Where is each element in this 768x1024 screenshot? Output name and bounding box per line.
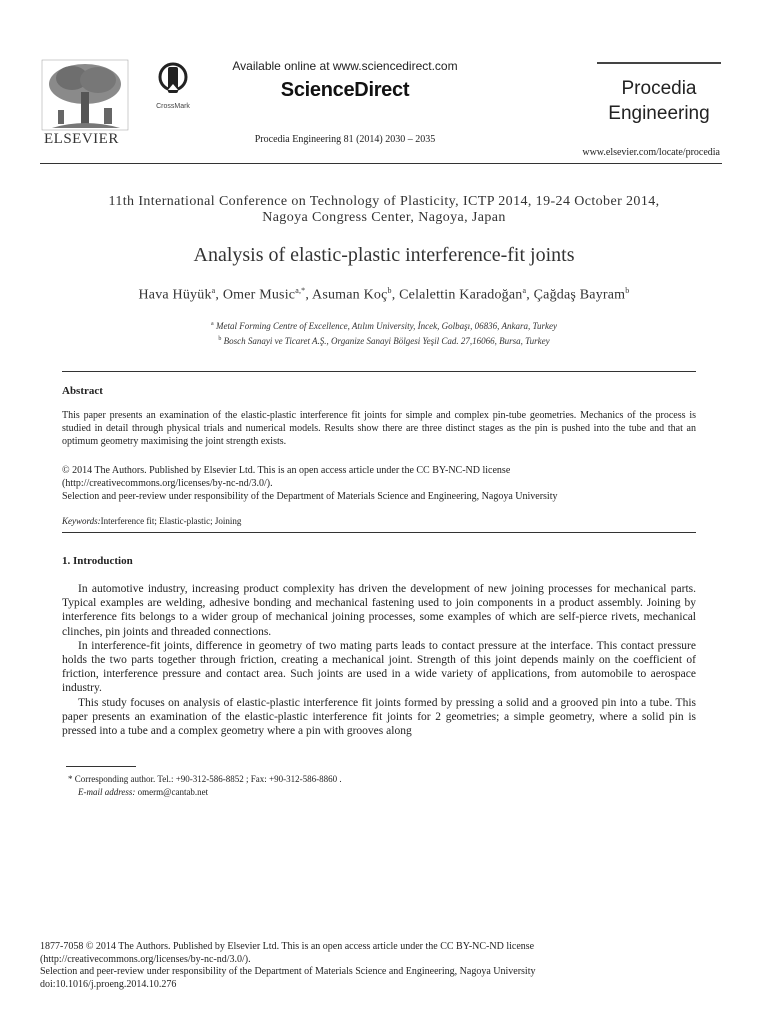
- author-affiliation-mark: b: [387, 286, 392, 295]
- author-name: Çağdaş Bayram: [533, 287, 626, 303]
- affiliation-text: Metal Forming Centre of Excellence, Atılım University, İncek, Golbaşı, 06836, Ankara, Turkey: [215, 321, 557, 331]
- affiliation-item: [40, 318, 728, 333]
- abstract-license: [62, 464, 696, 503]
- section-heading-introduction: 1. Introduction: [62, 555, 133, 567]
- paragraph: In automotive industry, increasing product complexity has driven the development of new joining processes for mechanical parts. Typical examples are welding, adhesive bonding and mechanical fastening used to join components in a product assembly. Joining by interference fits belongs to a wider group of mechanical joining processes, some examples of which are self-pierce rivets, mechanical clinches, pin joints and threaded connections.: [62, 583, 696, 638]
- publisher-name: ELSEVIER: [44, 131, 119, 147]
- paper-title: Analysis of elastic-plastic interference-fit joints: [193, 244, 575, 266]
- journal-url[interactable]: www.elsevier.com/locate/procedia: [582, 147, 720, 158]
- license-line1: © 2014 The Authors. Published by Elsevier Ltd. This is an open access article under the CC BY-NC-ND license: [62, 465, 511, 476]
- abstract-heading: Abstract: [62, 385, 103, 397]
- crossmark-icon: [158, 62, 188, 96]
- license-line3: Selection and peer-review under responsibility of the Department of Materials Science and Engineering, Nagoya University: [62, 491, 558, 502]
- email-line: [62, 786, 696, 799]
- conference-line2: Nagoya Congress Center, Nagoya, Japan: [262, 210, 506, 225]
- paragraph: In interference-fit joints, difference in geometry of two mating parts leads to contact pressure at the interface. This contact pressure holds the two parts together through friction, creating a mechanical joint. Strength of this joint depends mainly on the coefficient of friction, interference pressure and contact area. Such joints are used in a wide variety of applications, from automobile to aerospace industry.: [62, 639, 696, 695]
- abstract-bottom-divider: [62, 532, 696, 533]
- email-label: E-mail address:: [78, 787, 136, 797]
- keywords-text: Interference fit; Elastic-plastic; Joining: [100, 516, 242, 526]
- footnote-divider: [66, 766, 136, 767]
- page-footer: [40, 941, 728, 991]
- footnote: [62, 773, 696, 799]
- author-separator: ,: [215, 287, 223, 303]
- author-name: Asuman Koç: [312, 287, 388, 303]
- author-name: Omer Music: [222, 287, 296, 303]
- header-divider: [40, 163, 722, 164]
- abstract-top-divider: [62, 371, 696, 372]
- author-affiliation-mark: b: [625, 286, 630, 295]
- license-link[interactable]: (http://creativecommons.org/licenses/by-nc-nd/3.0/).: [62, 478, 273, 489]
- corresponding-author: * Corresponding author. Tel.: +90-312-586-8852 ; Fax: +90-312-586-8860 .: [68, 774, 342, 784]
- conference-line1: 11th International Conference on Technology of Plasticity, ICTP 2014, 19-24 October 2014,: [108, 194, 660, 209]
- paragraph: This study focuses on analysis of elastic-plastic interference fit joints formed by pressing a solid and a grooved pin into a tube. This paper presents an examination of the elastic-plastic interference fit joints for 2 geometries; a simple geometry, where a solid pin is pressed into a tube and a complex geometry where a pin with grooves along: [62, 696, 696, 738]
- affiliations: [40, 318, 728, 348]
- footer-doi[interactable]: doi:10.1016/j.proeng.2014.10.276: [40, 978, 177, 990]
- affiliation-mark: b: [218, 336, 222, 342]
- author-affiliation-mark: a: [211, 286, 216, 295]
- crossmark-label: CrossMark: [156, 103, 190, 110]
- sciencedirect-logo: ScienceDirect: [280, 79, 410, 101]
- journal-name-line1: Procedia: [621, 78, 697, 99]
- introduction-body: [62, 582, 696, 738]
- abstract-text: This paper presents an examination of the elastic-plastic interference fit joints for simple and complex pin-tube geometries. Mechanics of the process is studied in detail through physical trials and numerical models. Results show there are three distinct stages as the pin is pushed into the tube and that an optimum geometry maximising the joint strength exists.: [62, 410, 696, 447]
- available-online[interactable]: Available online at www.sciencedirect.com: [232, 59, 458, 73]
- journal-name: [597, 76, 721, 126]
- footer-issn-license: 1877-7058 © 2014 The Authors. Published by Elsevier Ltd. This is an open access article under the CC BY-NC-ND license: [40, 941, 535, 952]
- author-list: [40, 286, 728, 304]
- author-affiliation-mark: a: [522, 286, 527, 295]
- journal-name-line2: Engineering: [608, 103, 710, 124]
- crossmark-badge[interactable]: [150, 62, 196, 110]
- keywords-label: Keywords:: [62, 516, 101, 526]
- email-address[interactable]: omerm@cantab.net: [137, 787, 209, 797]
- author-affiliation-mark: a,*: [295, 286, 306, 295]
- footer-license-link[interactable]: (http://creativecommons.org/licenses/by-nc-nd/3.0/).: [40, 953, 251, 965]
- affiliation-mark: a: [211, 321, 214, 327]
- keywords: [62, 516, 696, 526]
- author-name: Hava Hüyük: [138, 287, 212, 303]
- conference-info: [40, 194, 728, 226]
- footer-peer-review: Selection and peer-review under responsibility of the Department of Materials Science and Engineering, Nagoya University: [40, 966, 536, 978]
- author-separator: ,: [526, 287, 534, 303]
- author-separator: ,: [305, 287, 313, 303]
- journal-citation: Procedia Engineering 81 (2014) 2030 – 2035: [254, 134, 436, 145]
- affiliation-text: Bosch Sanayi ve Ticaret A.Ş., Organize Sanayi Bölgesi Yeşil Cad. 27,16066, Bursa, Turkey: [223, 336, 550, 346]
- author-separator: ,: [391, 287, 400, 303]
- author-name: Celalettin Karadoğan: [399, 287, 523, 303]
- affiliation-item: [40, 333, 728, 348]
